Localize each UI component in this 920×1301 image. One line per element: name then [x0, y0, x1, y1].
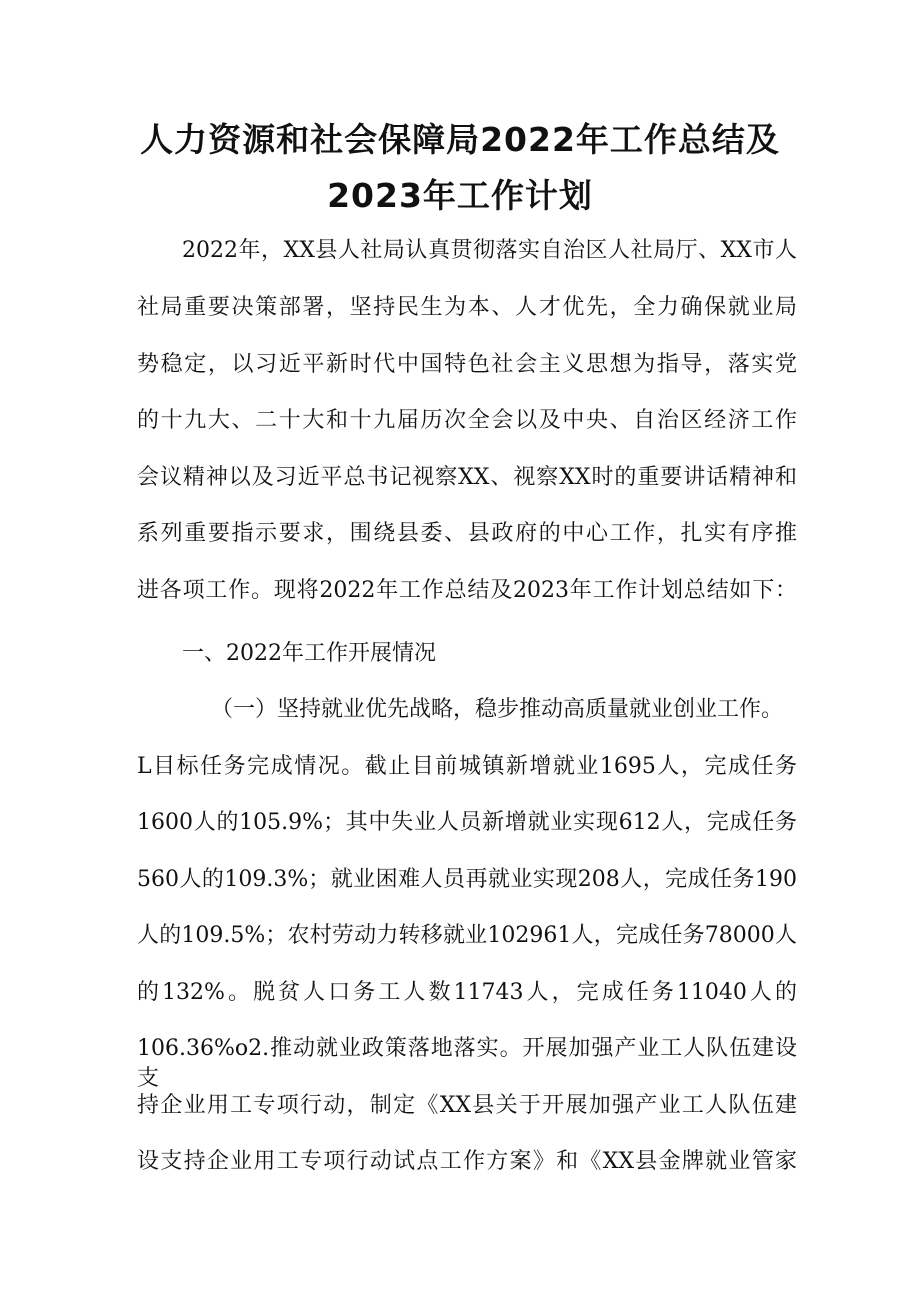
- paragraph-line: 势稳定，以习近平新时代中国特色社会主义思想为指导，落实党: [137, 352, 797, 377]
- document-title-line-2: 2023年工作计划: [327, 176, 593, 215]
- paragraph-line: 持企业用工专项行动，制定《XX县关于开展加强产业工人队伍建: [137, 1093, 797, 1118]
- paragraph-line: L目标任务完成情况。截止目前城镇新增就业1695人，完成任务: [137, 754, 797, 779]
- paragraph-line: 560人的109.3%；就业困难人员再就业实现208人，完成任务190: [137, 867, 797, 892]
- paragraph-line: 设支持企业用工专项行动试点工作方案》和《XX县金牌就业管家: [137, 1149, 797, 1174]
- paragraph-line: 的十九大、二十大和十九届历次全会以及中央、自治区经济工作: [137, 408, 797, 433]
- paragraph-line: 会议精神以及习近平总书记视察XX、视察XX时的重要讲话精神和: [137, 465, 797, 490]
- paragraph-line: 2022年，XX县人社局认真贯彻落实自治区人社局厅、XX市人: [182, 238, 797, 263]
- paragraph-line: 进各项工作。现将2022年工作总结及2023年工作计划总结如下：: [137, 578, 797, 603]
- section-heading: 一、2022年工作开展情况: [182, 641, 436, 666]
- paragraph-line: 106.36%o2.推动就业政策落地落实。开展加强产业工人队伍建设支: [137, 1036, 797, 1091]
- document-title-line-1: 人力资源和社会保障局2022年工作总结及: [140, 120, 780, 159]
- paragraph-line: 1600人的105.9%；其中失业人员新增就业实现612人，完成任务: [137, 810, 797, 835]
- paragraph-line: 系列重要指示要求，围绕县委、县政府的中心工作，扎实有序推: [137, 521, 797, 546]
- subsection-heading: （一）坚持就业优先战略，稳步推动高质量就业创业工作。: [211, 697, 784, 722]
- paragraph-line: 的132%。脱贫人口务工人数11743人，完成任务11040人的: [137, 980, 797, 1005]
- paragraph-line: 人的109.5%；农村劳动力转移就业102961人，完成任务78000人: [137, 923, 797, 948]
- paragraph-line: 社局重要决策部署，坚持民生为本、人才优先，全力确保就业局: [137, 295, 797, 320]
